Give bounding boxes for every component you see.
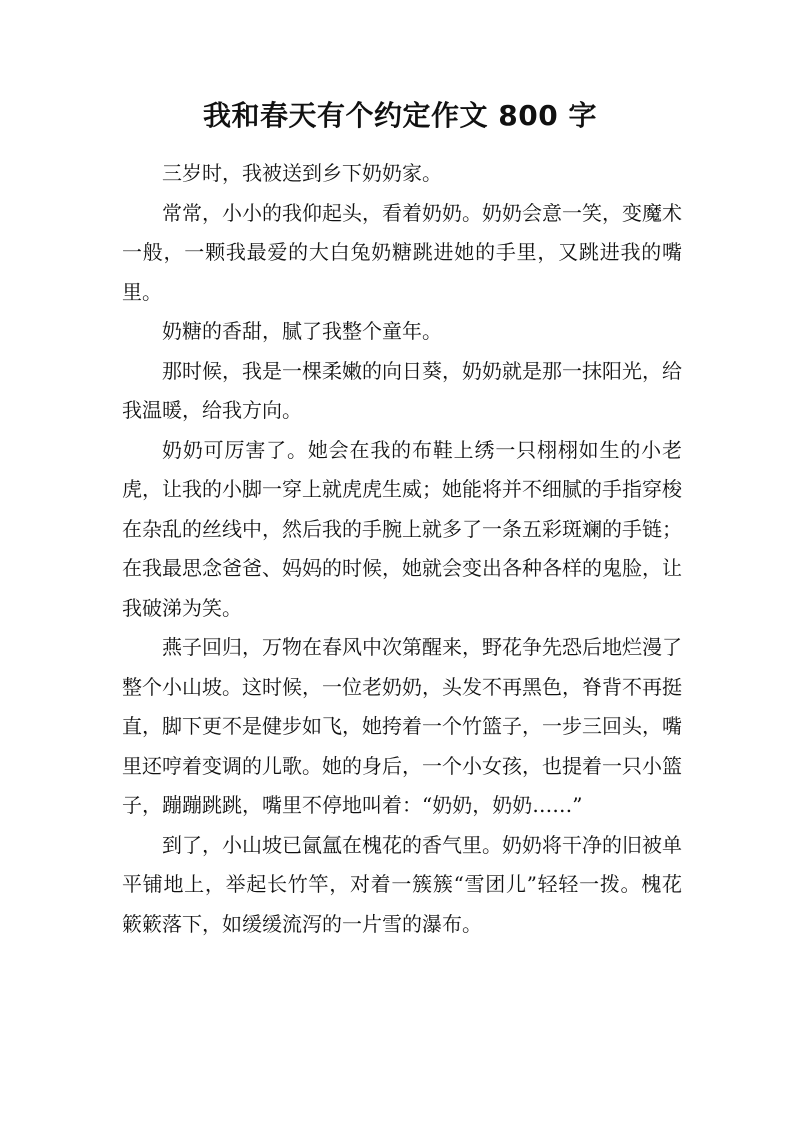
paragraph: 到了，小山坡已氤氲在槐花的香气里。奶奶将干净的旧被单平铺地上，举起长竹竿，对着一簇簇“雪团儿”轻轻一拨。槐花簌簌落下，如缓缓流泻的一片雪的瀑布。 bbox=[122, 832, 682, 936]
paragraph: 那时候，我是一棵柔嫩的向日葵，奶奶就是那一抹阳光，给我温暖，给我方向。 bbox=[122, 358, 682, 422]
paragraph: 三岁时，我被送到乡下奶奶家。 bbox=[162, 161, 442, 185]
document-title: 我和春天有个约定作文 800 字 bbox=[203, 99, 597, 132]
paragraph: 奶奶可厉害了。她会在我的布鞋上绣一只栩栩如生的小老虎，让我的小脚一穿上就虎虎生威；她能将并不细腻的手指穿梭在杂乱的丝线中，然后我的手腕上就多了一条五彩斑斓的手链；在我最思念爸爸、妈妈的时候，她就会变出各种各样的鬼脸，让我破涕为笑。 bbox=[122, 437, 682, 620]
paragraph: 常常，小小的我仰起头，看着奶奶。奶奶会意一笑，变魔术一般，一颗我最爱的大白兔奶糖跳进她的手里，又跳进我的嘴里。 bbox=[122, 200, 682, 304]
document-body bbox=[122, 154, 682, 944]
paragraph: 奶糖的香甜，腻了我整个童年。 bbox=[162, 319, 442, 343]
paragraph: 燕子回归，万物在春风中次第醒来，野花争先恐后地烂漫了整个小山坡。这时候，一位老奶奶，头发不再黑色，脊背不再挺直，脚下更不是健步如飞，她挎着一个竹篮子，一步三回头，嘴里还哼着变调的儿歌。她的身后，一个小女孩，也提着一只小篮子，蹦蹦跳跳，嘴里不停地叫着：“奶奶，奶奶……” bbox=[122, 635, 682, 817]
